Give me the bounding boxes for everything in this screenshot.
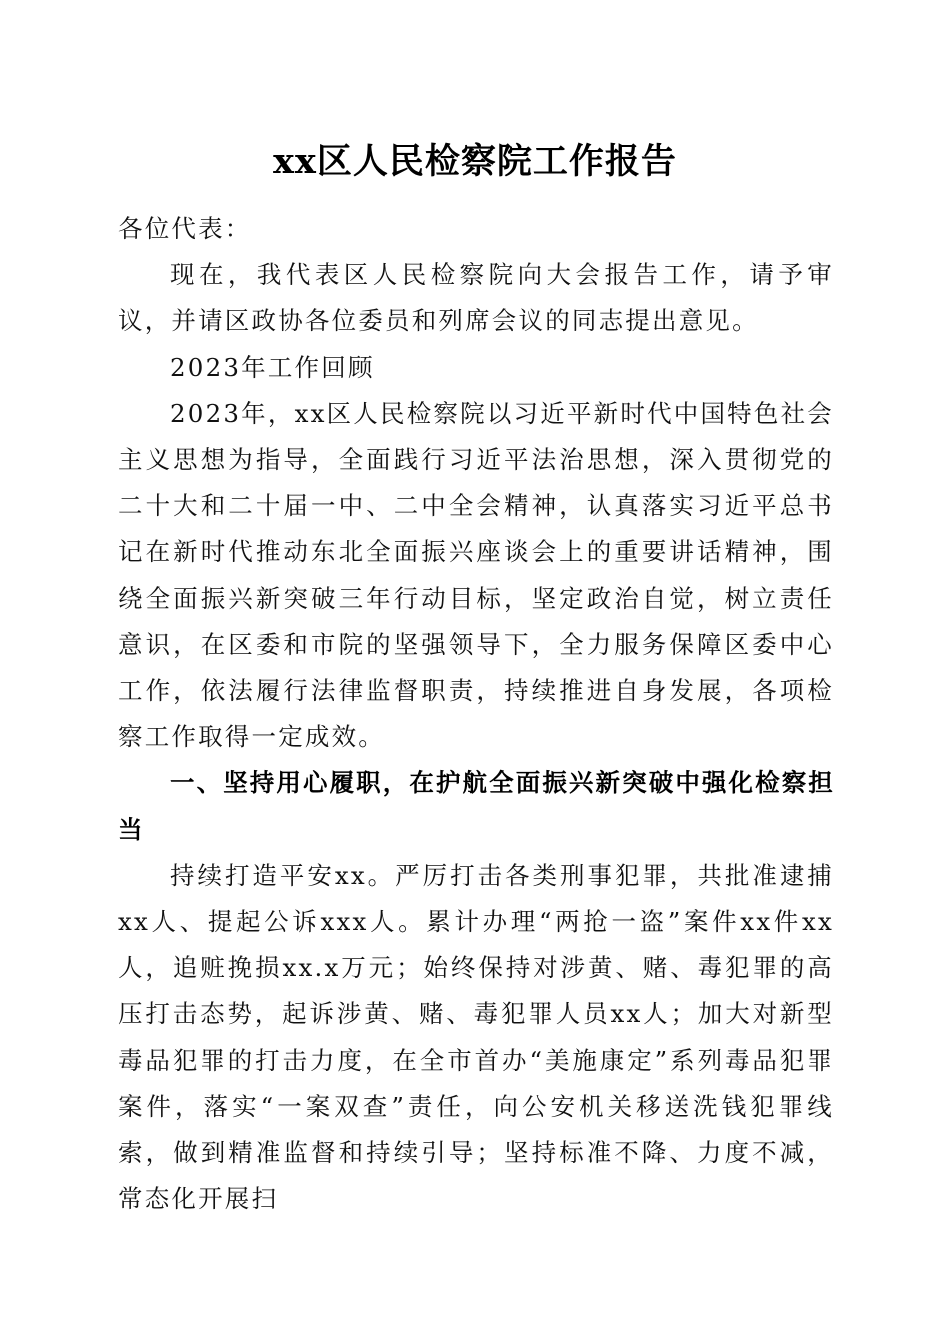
section-heading-1: 一、坚持用心履职，在护航全面振兴新突破中强化检察担当 xyxy=(118,768,834,844)
review-paragraph: 2023年，xx区人民检察院以习近平新时代中国特色社会主义思想为指导，全面践行习近平法治思想，深入贯彻党的二十大和二十届一中、二中全会精神，认真落实习近平总书记在新时代推动东北全面振兴座谈会上的重要讲话精神，围绕全面振兴新突破三年行动目标，坚定政治自觉，树立责任意识，在区委和市院的坚强领导下，全力服务保障区委中心工作，依法履行法律监督职责，持续推进自身发展，各项检察工作取得一定成效。 xyxy=(118,398,834,752)
section-1-paragraph: 持续打造平安xx。严厉打击各类刑事犯罪，共批准逮捕xx人、提起公诉xxx人。累计办理“两抢一盗”案件xx件xx人，追赃挽损xx.x万元；始终保持对涉黄、赌、毒犯罪的高压打击态势，起诉涉黄、赌、毒犯罪人员xx人；加大对新型毒品犯罪的打击力度，在全市首办“美施康定”系列毒品犯罪案件，落实“一案双查”责任，向公安机关移送洗钱犯罪线索，做到精准监督和持续引导；坚持标准不降、力度不减，常态化开展扫 xyxy=(118,860,834,1214)
salutation: 各位代表： xyxy=(118,214,252,243)
intro-paragraph: 现在，我代表区人民检察院向大会报告工作，请予审议，并请区政协各位委员和列席会议的同志提出意见。 xyxy=(118,260,834,336)
document-title: xx区人民检察院工作报告 xyxy=(273,141,677,182)
document-body xyxy=(118,206,834,1222)
section-review-title: 2023年工作回顾 xyxy=(170,352,375,382)
